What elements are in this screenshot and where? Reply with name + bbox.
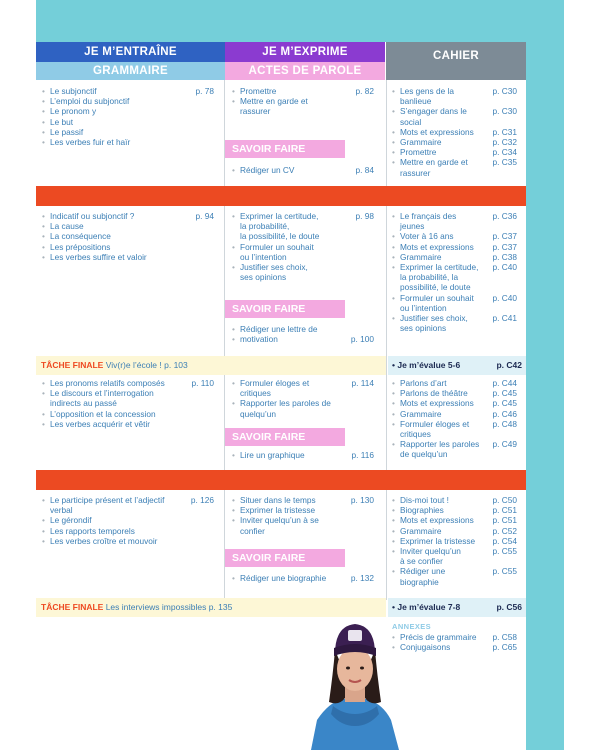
- bullet-icon: •: [232, 505, 235, 516]
- unit-bar: [36, 470, 526, 490]
- toc-item-text: Mots et expressions: [400, 398, 474, 409]
- bullet-icon: •: [232, 334, 235, 345]
- bullet-icon: •: [392, 408, 395, 419]
- toc-item-text: ses opinions: [240, 272, 287, 283]
- bullet-icon: •: [392, 241, 395, 252]
- toc-item-text: Le pronom y: [50, 106, 97, 117]
- toc-item-text: Voter à 16 ans: [400, 231, 454, 242]
- bullet-icon: •: [232, 324, 235, 334]
- toc-item-page: p. C34: [492, 147, 517, 158]
- toc-item-text: de quelqu’un: [400, 449, 448, 460]
- toc-item-text: Biographies: [400, 505, 444, 516]
- toc-item-page: p. C38: [492, 251, 517, 262]
- bullet-icon: •: [392, 398, 395, 409]
- toc-item-text: Grammaire: [400, 251, 442, 262]
- toc-item-text: Le discours et l’interrogation: [50, 388, 154, 399]
- bullet-icon: •: [392, 292, 395, 303]
- toc-item-page: p. C48: [492, 418, 517, 429]
- bullet-icon: •: [42, 126, 45, 137]
- tache-finale-text: Les interviews impossibles p. 135: [103, 602, 233, 612]
- bullet-icon: •: [392, 642, 395, 653]
- toc-item-text: Indicatif ou subjonctif ?: [50, 211, 135, 221]
- toc-item-text: Les prépositions: [50, 241, 111, 252]
- header-je-mexprime: JE M’EXPRIME: [225, 42, 385, 62]
- bullet-icon: •: [42, 251, 45, 262]
- bullet-icon: •: [232, 165, 235, 175]
- toc-item-page: p. C45: [492, 388, 517, 399]
- toc-item-page: p. C36: [492, 211, 517, 221]
- savoir-faire-banner: SAVOIR FAIRE: [225, 549, 345, 567]
- toc-item-text: Inviter quelqu’un à se: [240, 515, 319, 526]
- toc-item-page: p. C40: [492, 262, 517, 272]
- toc-item-page: p. C40: [492, 292, 517, 303]
- toc-item-text: Formuler un souhait: [400, 292, 474, 303]
- bullet-icon: •: [392, 388, 395, 399]
- toc-item-page: p. C30: [492, 86, 517, 96]
- bullet-icon: •: [42, 378, 45, 388]
- toc-item-text: banlieue: [400, 96, 432, 107]
- toc-item-text: la probabilité, la: [400, 272, 459, 283]
- toc-item-text: Les verbes croître et mouvoir: [50, 535, 158, 546]
- toc-item-text: Rédiger une biographie: [240, 573, 327, 583]
- bullet-icon: •: [392, 495, 395, 505]
- tache-finale: [36, 356, 386, 375]
- bullet-icon: •: [392, 439, 395, 450]
- tache-finale-row: [36, 356, 526, 375]
- toc-item-text: Le subjonctif: [50, 86, 97, 96]
- toc-item-page: p. C44: [492, 378, 517, 388]
- toc-item-text: Justifier ses choix,: [400, 313, 468, 323]
- toc-item-text: L’opposition et la concession: [50, 408, 156, 419]
- toc-item-text: Le passif: [50, 126, 84, 137]
- toc-item-page: p. C37: [492, 231, 517, 242]
- student-photo: [291, 614, 419, 750]
- toc-item-text: critiques: [240, 388, 271, 399]
- toc-item-page: p. C51: [492, 505, 517, 516]
- toc-item-page: p. C58: [492, 632, 517, 642]
- bullet-icon: •: [232, 262, 235, 272]
- header-cahier: CAHIER: [386, 42, 526, 80]
- toc-item-text: jeunes: [400, 221, 425, 232]
- toc-item-text: Parlons de théâtre: [400, 388, 468, 399]
- toc-item-text: Exprimer la tristesse: [400, 535, 476, 546]
- toc-item-text: ses opinions: [400, 323, 447, 334]
- bullet-icon: •: [392, 505, 395, 516]
- toc-item-page: p. 130: [350, 495, 374, 505]
- bullet-icon: •: [42, 116, 45, 127]
- toc-item-text: Rapporter les paroles: [400, 439, 480, 450]
- bullet-icon: •: [232, 241, 235, 252]
- toc-item-text: Grammaire: [400, 408, 442, 419]
- bullet-icon: •: [42, 418, 45, 429]
- bullet-icon: •: [392, 251, 395, 262]
- bullet-icon: •: [392, 211, 395, 221]
- bullet-icon: •: [42, 231, 45, 242]
- bullet-icon: •: [42, 137, 45, 147]
- toc-item-text: Formuler éloges et: [400, 418, 470, 429]
- toc-item-text: rassurer: [240, 106, 271, 117]
- savoir-faire-banner: SAVOIR FAIRE: [225, 428, 345, 446]
- toc-item-page: p. 116: [351, 450, 374, 460]
- toc-item-text: biographie: [400, 576, 439, 587]
- toc-item-page: p. C41: [492, 313, 517, 323]
- bullet-icon: •: [232, 450, 235, 460]
- bullet-icon: •: [392, 546, 395, 556]
- bullet-icon: •: [232, 211, 235, 221]
- bullet-icon: •: [392, 137, 395, 147]
- toc-item-text: Dis-moi tout !: [400, 495, 449, 505]
- column-divider: [224, 80, 225, 600]
- bullet-icon: •: [42, 221, 45, 232]
- bullet-icon: •: [392, 418, 395, 429]
- toc-item-text: quelqu’un: [240, 408, 276, 419]
- toc-item-text: social: [400, 116, 422, 127]
- toc-item-page: p. C55: [492, 566, 517, 577]
- bullet-icon: •: [392, 262, 395, 272]
- toc-item-text: S’engager dans le: [400, 106, 467, 117]
- toc-item-text: la possibilité, le doute: [240, 231, 320, 242]
- toc-item-text: Mettre en garde et: [400, 157, 468, 168]
- toc-item-text: Le participe présent et l’adjectif: [50, 495, 165, 505]
- toc-item-text: possibilité, le doute: [400, 282, 471, 293]
- toc-item-text: critiques: [400, 429, 431, 439]
- bullet-icon: •: [392, 313, 395, 323]
- toc-item-text: Rapporter les paroles de: [240, 398, 331, 409]
- annexes-heading: ANNEXES: [392, 622, 432, 631]
- bullet-icon: •: [392, 378, 395, 388]
- bullet-icon: •: [392, 515, 395, 526]
- savoir-faire-banner: SAVOIR FAIRE: [225, 140, 345, 158]
- toc-item-page: p. 78: [195, 86, 214, 96]
- tache-finale-row: [36, 598, 526, 617]
- toc-item-text: Les gens de la: [400, 86, 454, 96]
- bullet-icon: •: [42, 96, 45, 107]
- unit-bar: [36, 186, 526, 206]
- toc-item-page: p. C35: [492, 157, 517, 168]
- toc-item-text: Mots et expressions: [400, 241, 474, 252]
- je-mevalue-label: • Je m’évalue 5-6: [392, 360, 461, 370]
- column-divider: [386, 80, 387, 600]
- bullet-icon: •: [42, 535, 45, 546]
- toc-item-text: La cause: [50, 221, 84, 232]
- toc-item-text: Les verbes fuir et haïr: [50, 137, 131, 147]
- bullet-icon: •: [42, 241, 45, 252]
- toc-item-text: motivation: [240, 334, 278, 345]
- toc-item-text: Justifier ses choix,: [240, 262, 308, 272]
- bullet-icon: •: [232, 378, 235, 388]
- toc-item-page: p. 126: [190, 495, 214, 505]
- toc-item-text: Le but: [50, 116, 74, 127]
- bullet-icon: •: [232, 515, 235, 526]
- bullet-icon: •: [392, 106, 395, 117]
- bullet-icon: •: [42, 515, 45, 526]
- je-mevalue-page: p. C56: [496, 602, 522, 612]
- bullet-icon: •: [42, 408, 45, 419]
- toc-item-text: Situer dans le temps: [240, 495, 316, 505]
- toc-item-text: Exprimer la tristesse: [240, 505, 316, 516]
- header-actes-de-parole: ACTES DE PAROLE: [225, 62, 385, 80]
- toc-item-text: ou l’intention: [240, 251, 287, 262]
- toc-item-text: à se confier: [400, 556, 443, 567]
- toc-item-text: Parlons d’art: [400, 378, 447, 388]
- toc-item-page: p. 110: [191, 378, 214, 388]
- toc-item-text: ou l’intention: [400, 302, 447, 313]
- toc-item-page: p. C49: [492, 439, 517, 450]
- toc-item-text: Exprimer la certitude,: [400, 262, 479, 272]
- toc-item-text: confier: [240, 525, 265, 536]
- toc-item-text: Grammaire: [400, 525, 442, 536]
- bullet-icon: •: [42, 211, 45, 221]
- bullet-icon: •: [232, 86, 235, 96]
- bullet-icon: •: [232, 96, 235, 107]
- toc-item-text: Précis de grammaire: [400, 632, 477, 642]
- bullet-icon: •: [392, 632, 395, 642]
- toc-item-text: Grammaire: [400, 137, 442, 147]
- je-mevalue-page: p. C42: [496, 360, 522, 370]
- toc-item-page: p. 94: [195, 211, 214, 221]
- bullet-icon: •: [232, 573, 235, 583]
- toc-item-page: p. C32: [492, 137, 517, 147]
- toc-item-page: p. C46: [492, 408, 517, 419]
- toc-item-text: indirects au passé: [50, 398, 117, 409]
- toc-item-text: Les rapports temporels: [50, 525, 135, 536]
- toc-item-text: Formuler un souhait: [240, 241, 314, 252]
- toc-item-page: p. 100: [350, 334, 374, 345]
- bullet-icon: •: [232, 398, 235, 409]
- toc-item-text: Formuler éloges et: [240, 378, 310, 388]
- toc-item-page: p. 82: [355, 86, 374, 96]
- toc-item-text: Mots et expressions: [400, 126, 474, 137]
- toc-item-page: p. C54: [492, 535, 517, 546]
- toc-item-page: p. C65: [492, 642, 517, 653]
- bullet-icon: •: [392, 157, 395, 168]
- bullet-icon: •: [42, 525, 45, 536]
- toc-item-text: Rédiger un CV: [240, 165, 295, 175]
- toc-item-text: La conséquence: [50, 231, 111, 242]
- bullet-icon: •: [42, 495, 45, 505]
- bullet-icon: •: [392, 525, 395, 536]
- bullet-icon: •: [392, 535, 395, 546]
- toc-item-text: Les verbes suffire et valoir: [50, 251, 147, 262]
- je-mevalue-label: • Je m’évalue 7-8: [392, 602, 461, 612]
- toc-item-page: p. C30: [492, 106, 517, 117]
- toc-item-text: L’emploi du subjonctif: [50, 96, 130, 107]
- savoir-faire-banner: SAVOIR FAIRE: [225, 300, 345, 318]
- toc-item-page: p. C55: [492, 546, 517, 556]
- bullet-icon: •: [392, 147, 395, 158]
- toc-item-page: p. C37: [492, 241, 517, 252]
- toc-item-page: p. C52: [492, 525, 517, 536]
- toc-item-page: p. 114: [351, 378, 374, 388]
- toc-item-text: la probabilité,: [240, 221, 290, 232]
- toc-item-text: Les verbes acquérir et vêtir: [50, 418, 151, 429]
- bullet-icon: •: [392, 86, 395, 96]
- toc-item-text: verbal: [50, 505, 73, 516]
- toc-item-text: Mots et expressions: [400, 515, 474, 526]
- toc-item-page: p. 98: [355, 211, 374, 221]
- toc-item-text: Le français des: [400, 211, 457, 221]
- toc-item-text: Exprimer la certitude,: [240, 211, 319, 221]
- tache-finale-label: TÂCHE FINALE: [41, 602, 104, 612]
- tache-finale-label: TÂCHE FINALE: [41, 360, 104, 370]
- toc-item-page: p. C50: [492, 495, 517, 505]
- je-mevalue: [388, 356, 526, 375]
- toc-item-text: Les pronoms relatifs composés: [50, 378, 165, 388]
- toc-item-text: Le gérondif: [50, 515, 92, 526]
- toc-item-text: Promettre: [400, 147, 437, 158]
- toc-item-text: rassurer: [400, 167, 431, 178]
- toc-item-page: p. 132: [350, 573, 374, 583]
- toc-item-page: p. 84: [355, 165, 374, 175]
- header-grammaire: GRAMMAIRE: [36, 62, 225, 80]
- toc-item-text: Mettre en garde et: [240, 96, 308, 107]
- tache-finale-text: Viv(r)e l’école ! p. 103: [103, 360, 188, 370]
- bullet-icon: •: [392, 231, 395, 242]
- bullet-icon: •: [42, 388, 45, 399]
- toc-item-page: p. C31: [492, 126, 517, 137]
- toc-item-text: Conjugaisons: [400, 642, 451, 653]
- bullet-icon: •: [392, 126, 395, 137]
- toc-item-text: Rédiger une lettre de: [240, 324, 318, 334]
- toc-item-text: Rédiger une: [400, 566, 446, 577]
- header-je-mentraine: JE M’ENTRAÎNE: [36, 42, 225, 62]
- toc-item-page: p. C51: [492, 515, 517, 526]
- toc-item-text: Promettre: [240, 86, 277, 96]
- bullet-icon: •: [42, 86, 45, 96]
- bullet-icon: •: [232, 495, 235, 505]
- toc-item-page: p. C45: [492, 398, 517, 409]
- toc-item-text: Inviter quelqu’un: [400, 546, 461, 556]
- bullet-icon: •: [392, 566, 395, 577]
- toc-item-text: Lire un graphique: [240, 450, 305, 460]
- bullet-icon: •: [42, 106, 45, 117]
